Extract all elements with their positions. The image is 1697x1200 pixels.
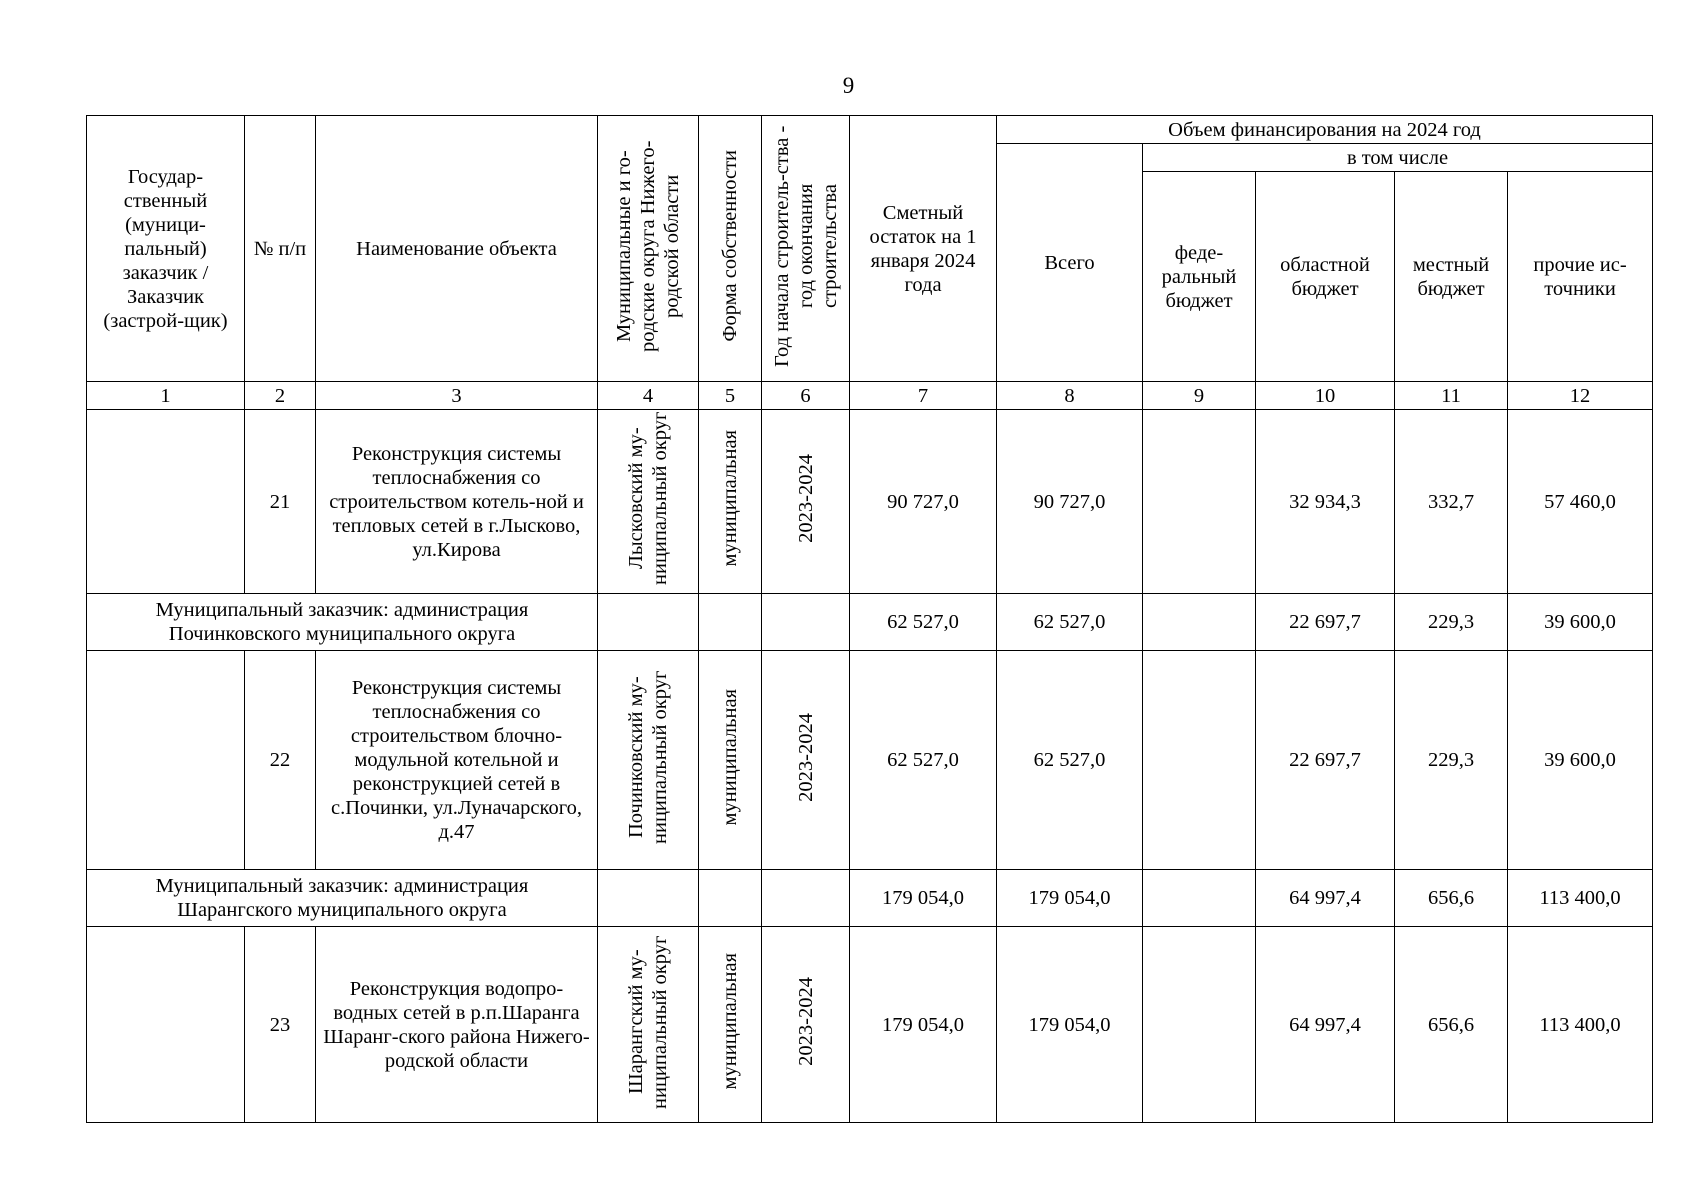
customer-cell [87, 410, 245, 594]
customer-label [87, 870, 598, 927]
ownership-cell [699, 870, 762, 927]
column-number: 9 [1143, 382, 1256, 410]
district-text: Шарангский му-ниципальный округ [625, 934, 671, 1109]
district-cell [598, 927, 699, 1123]
regional-value: 22 697,7 [1256, 651, 1395, 870]
row-number: 22 [245, 651, 316, 870]
header-number: № п/п [245, 116, 316, 382]
header-total: Всего [997, 144, 1143, 382]
ownership-cell [699, 651, 762, 870]
years-cell [762, 410, 850, 594]
column-number: 3 [316, 382, 598, 410]
years-cell [762, 927, 850, 1123]
column-number: 4 [598, 382, 699, 410]
district-cell [598, 410, 699, 594]
local-value: 229,3 [1395, 651, 1508, 870]
total-value: 90 727,0 [997, 410, 1143, 594]
header-years [762, 116, 850, 382]
funding-table [86, 115, 1653, 1123]
row-number: 23 [245, 927, 316, 1123]
column-number: 12 [1508, 382, 1653, 410]
estimate-value: 179 054,0 [850, 870, 997, 927]
header-object-name: Наименование объекта [316, 116, 598, 382]
column-number: 5 [699, 382, 762, 410]
local-value: 229,3 [1395, 594, 1508, 651]
column-number: 2 [245, 382, 316, 410]
district-cell [598, 870, 699, 927]
federal-value [1143, 870, 1256, 927]
other-value: 113 400,0 [1508, 927, 1653, 1123]
total-value: 179 054,0 [997, 927, 1143, 1123]
column-number: 1 [87, 382, 245, 410]
column-number: 11 [1395, 382, 1508, 410]
local-value: 332,7 [1395, 410, 1508, 594]
federal-value [1143, 651, 1256, 870]
header-ownership-text: Форма собственности [719, 149, 741, 342]
object-name: Реконструкция водопро-водных сетей в р.п.Шаранга Шаранг-ского района Нижего-родской области [316, 927, 598, 1123]
federal-value [1143, 594, 1256, 651]
header-ownership [699, 116, 762, 382]
other-value: 39 600,0 [1508, 651, 1653, 870]
regional-value: 64 997,4 [1256, 927, 1395, 1123]
table-row [87, 410, 1653, 594]
column-number: 7 [850, 382, 997, 410]
estimate-value: 179 054,0 [850, 927, 997, 1123]
local-value: 656,6 [1395, 927, 1508, 1123]
header-district [598, 116, 699, 382]
estimate-value: 62 527,0 [850, 651, 997, 870]
header-local: местный бюджет [1395, 172, 1508, 382]
other-value: 113 400,0 [1508, 870, 1653, 927]
total-value: 62 527,0 [997, 594, 1143, 651]
ownership-cell [699, 410, 762, 594]
header-funding-group: Объем финансирования на 2024 год [997, 116, 1653, 144]
total-value: 62 527,0 [997, 651, 1143, 870]
other-value: 57 460,0 [1508, 410, 1653, 594]
header-other: прочие ис-точники [1508, 172, 1653, 382]
customer-row [87, 870, 1653, 927]
district-text: Лысковский му-ниципальный округ [625, 411, 671, 586]
ownership-cell [699, 594, 762, 651]
regional-value: 64 997,4 [1256, 870, 1395, 927]
page-number: 9 [842, 73, 855, 98]
total-value: 179 054,0 [997, 870, 1143, 927]
district-cell [598, 651, 699, 870]
header-district-text: Муниципальные и го-родские округа Нижего-родской области [613, 139, 683, 352]
table-row [87, 927, 1653, 1123]
ownership-text: муниципальная [719, 953, 741, 1090]
header-including-group: в том числе [1143, 144, 1653, 172]
estimate-value: 62 527,0 [850, 594, 997, 651]
ownership-text: муниципальная [719, 430, 741, 567]
customer-cell [87, 927, 245, 1123]
header-estimate: Сметный остаток на 1 января 2024 года [850, 116, 997, 382]
district-text: Починковский му-ниципальный округ [625, 670, 671, 844]
table-row [87, 651, 1653, 870]
customer-label-line: Муниципальный заказчик: администрация [155, 599, 529, 621]
header-regional: областной бюджет [1256, 172, 1395, 382]
header-federal: феде-ральный бюджет [1143, 172, 1256, 382]
customer-row [87, 594, 1653, 651]
object-name: Реконструкция системы теплоснабжения со строительством котель-ной и тепловых сетей в г.Лысково, ул.Кирова [316, 410, 598, 594]
customer-cell [87, 651, 245, 870]
years-text: 2023-2024 [794, 454, 817, 543]
column-number: 10 [1256, 382, 1395, 410]
district-cell [598, 594, 699, 651]
row-number: 21 [245, 410, 316, 594]
local-value: 656,6 [1395, 870, 1508, 927]
customer-label [87, 594, 598, 651]
customer-label-line: Шарангского муниципального округа [177, 899, 507, 921]
ownership-text: муниципальная [719, 688, 741, 826]
years-cell [762, 651, 850, 870]
ownership-cell [699, 927, 762, 1123]
column-number: 8 [997, 382, 1143, 410]
years-cell [762, 870, 850, 927]
years-cell [762, 594, 850, 651]
column-number-row [87, 382, 1653, 410]
years-text: 2023-2024 [794, 977, 817, 1066]
years-text: 2023-2024 [794, 712, 817, 802]
header-customer: Государ-ственный (муници-пальный) заказчик / Заказчик (застрой-щик) [87, 116, 245, 382]
other-value: 39 600,0 [1508, 594, 1653, 651]
regional-value: 32 934,3 [1256, 410, 1395, 594]
regional-value: 22 697,7 [1256, 594, 1395, 651]
header-years-text: Год начала строитель-ства - год окончания строительства [770, 124, 841, 367]
federal-value [1143, 410, 1256, 594]
customer-label-line: Муниципальный заказчик: администрация [155, 875, 529, 897]
customer-label-line: Починковского муниципального округа [168, 623, 516, 645]
column-number: 6 [762, 382, 850, 410]
federal-value [1143, 927, 1256, 1123]
object-name: Реконструкция системы теплоснабжения со строительством блочно-модульной котельной и реконструкцией сетей в с.Починки, ул.Луначарского, д.47 [316, 651, 598, 870]
estimate-value: 90 727,0 [850, 410, 997, 594]
